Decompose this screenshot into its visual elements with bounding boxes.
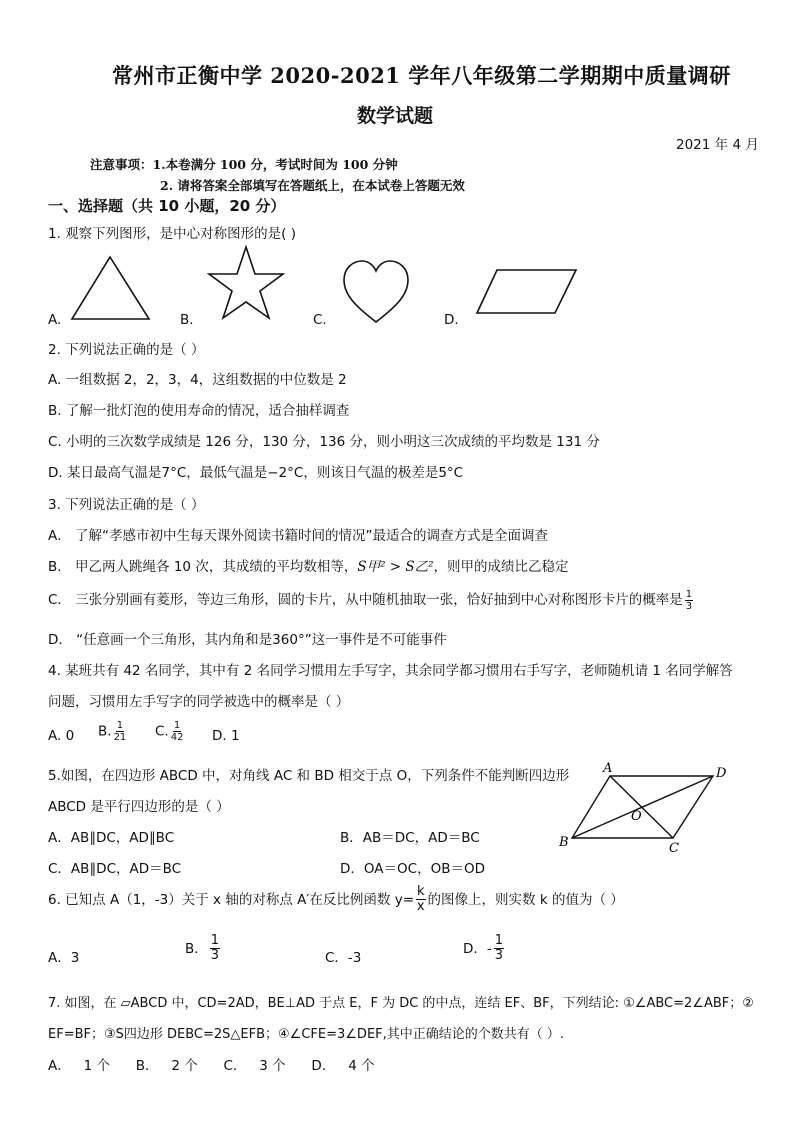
q6-option-c: C．-3	[325, 950, 362, 966]
q3-stem: 3. 下列说法正确的是（ ）	[48, 497, 205, 513]
q2-option-c: C. 小明的三次数学成绩是 126 分，130 分，136 分，则小明这三次成绩的平均数是 131 分	[48, 434, 600, 450]
q2-option-a: A. 一组数据 2，2，3，4，这组数据的中位数是 2	[48, 372, 347, 388]
q5-option-c: C．AB∥DC，AD＝BC	[48, 861, 182, 877]
q1-option-d: D.	[444, 312, 459, 328]
q3-option-b-text: B． 甲乙两人跳绳各 10 次，其成绩的平均数相等，	[48, 559, 358, 575]
q5-option-a: A．AB∥DC，AD∥BC	[48, 830, 175, 846]
q6-option-b: B． $\frac{1}{3}$	[185, 933, 220, 964]
q3-option-c-text: C． 三张分别画有菱形，等边三角形，圆的卡片，从中随机抽取一张，恰好抽到中心对称图形卡片的概率是	[48, 592, 683, 608]
q4-option-a: A. 0	[48, 728, 75, 744]
q3-option-b-tail: ，则甲的成绩比乙稳定	[433, 559, 569, 575]
q7-stem-line-1: 7. 如图，在 ▱ABCD 中，CD=2AD，BE⊥AD 于点 E，F 为 DC 的中点，连结 EF、BF，下列结论: ①∠ABC=2∠ABF；②	[48, 996, 754, 1011]
q4-option-c: C. $\frac{1}{42}$	[155, 720, 184, 743]
notice-label: 注意事项：	[90, 157, 153, 172]
q2-option-b: B. 了解一批灯泡的使用寿命的情况，适合抽样调查	[48, 403, 350, 419]
center-o-label: O	[631, 809, 642, 824]
q6-option-a: A．3	[48, 950, 80, 966]
q5-option-b: B．AB＝DC，AD＝BC	[340, 830, 480, 846]
parallelogram-figure	[475, 267, 580, 317]
triangle-figure	[70, 253, 160, 323]
q6-option-b-fraction: $\frac{1}{3}$	[210, 933, 220, 964]
q2-option-d: D. 某日最高气温是7°C，最低气温是−2°C，则该日气温的极差是5°C	[48, 465, 464, 481]
q3-option-a: A． 了解“孝感市初中生每天课外阅读书籍时间的情况”最适合的调查方式是全面调查	[48, 528, 549, 544]
q5-option-d: D．OA＝OC，OB＝OD	[340, 861, 485, 877]
diagonal-bd	[572, 776, 713, 838]
page-title: 常州市正衡中学 2020-2021 学年八年级第二学期期中质量调研	[112, 63, 731, 88]
q3-option-b	[48, 555, 569, 575]
heart-figure	[340, 258, 415, 328]
q6-option-d-fraction: $\frac{1}{3}$	[494, 933, 504, 964]
q3-variance-expression: S甲² > S乙²	[357, 559, 434, 575]
star-figure	[208, 244, 288, 324]
q1-option-c: C.	[313, 312, 327, 328]
q4-stem-line-1: 4. 某班共有 42 名同学，其中有 2 名同学习惯用左手写字，其余同学都习惯用右手写字，老师随机请 1 名同学解答	[48, 663, 733, 679]
vertex-b-label: B	[559, 835, 569, 850]
q6-stem: 6. 已知点 A（1，-3）关于 x 轴的对称点 A′在反比例函数 y= $\frac{k}{x}$ 的图像上，则实数 k 的值为（ ）	[48, 884, 624, 915]
q1-stem: 1. 观察下列图形，是中心对称图形的是( )	[48, 226, 296, 242]
q4-option-b: B. $\frac{1}{21}$	[98, 720, 127, 743]
vertex-a-label: A	[603, 761, 613, 776]
q3-probability-fraction: $\frac{1}{3}$	[685, 588, 693, 612]
q3-option-d: D． “任意画一个三角形，其内角和是360°”这一事件是不可能事件	[48, 632, 447, 648]
q6-function-fraction: $\frac{k}{x}$	[416, 884, 425, 915]
q4-option-c-fraction: $\frac{1}{42}$	[170, 720, 184, 743]
page-subtitle: 数学试题	[357, 105, 434, 127]
q3-option-c	[48, 588, 695, 612]
q1-option-b: B.	[180, 312, 194, 328]
q2-stem: 2. 下列说法正确的是（ ）	[48, 342, 205, 358]
parallelogram-abcd-diagram	[555, 760, 755, 855]
notice-item-2: 2. 请将答案全部填写在答题纸上，在本试卷上答题无效	[160, 178, 465, 193]
exam-date: 2021 年 4 月	[676, 137, 759, 153]
q5-stem-line-2: ABCD 是平行四边形的是（ ）	[48, 799, 230, 815]
vertex-c-label: C	[669, 841, 679, 856]
q4-option-b-fraction: $\frac{1}{21}$	[113, 720, 127, 743]
section-heading: 一、选择题（共 10 小题，20 分）	[48, 197, 286, 215]
q4-option-d: D. 1	[212, 728, 240, 744]
q1-option-a: A.	[48, 312, 62, 328]
notice-item-1: 1.本卷满分 100 分，考试时间为 100 分钟	[152, 157, 398, 172]
q6-option-d: D．- $\frac{1}{3}$	[463, 933, 504, 964]
vertex-d-label: D	[716, 766, 727, 781]
q7-options: A． 1 个 B． 2 个 C． 3 个 D． 4 个	[48, 1058, 375, 1074]
q7-stem-line-2: EF=BF；③S四边形 DEBC=2S△EFB；④∠CFE=3∠DEF,其中正确结论的个数共有（ ）.	[48, 1027, 565, 1042]
notice-line-1	[90, 155, 398, 173]
q4-stem-line-2: 问题，习惯用左手写字的同学被选中的概率是（ ）	[48, 694, 350, 710]
q5-stem-line-1: 5.如图，在四边形 ABCD 中，对角线 AC 和 BD 相交于点 O，下列条件不能判断四边形	[48, 768, 570, 784]
